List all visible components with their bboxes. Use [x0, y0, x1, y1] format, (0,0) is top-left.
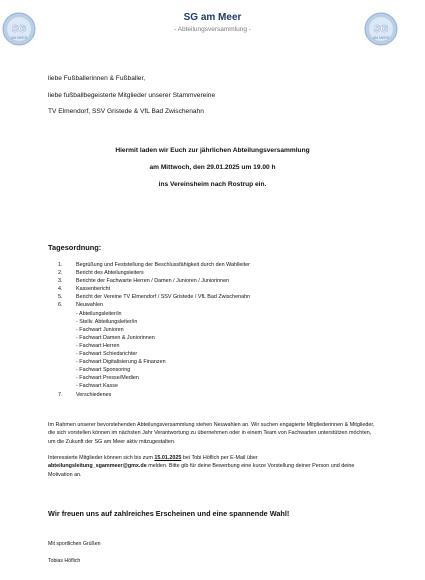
- election-role: - Fachwart Junioren: [76, 326, 124, 333]
- logo-left-text: SG: [11, 24, 27, 35]
- greeting-line-1: liebe Fußballerinnen & Fußballer,: [48, 75, 146, 82]
- election-item: [48, 374, 250, 382]
- signature-salutation: Mit sportlichen Grüßen: [48, 541, 101, 547]
- agenda-item-text: Kassenbericht: [76, 286, 111, 293]
- document-title: SG am Meer: [183, 12, 242, 23]
- agenda-title: Tagesordnung:: [48, 243, 102, 252]
- agenda-item-text: Begrüßung und Feststellung der Beschlussfähigkeit durch den Wahlleiter: [76, 262, 250, 268]
- election-role: - Fachwart Schiedsrichter: [76, 351, 138, 358]
- agenda-item: [48, 261, 250, 269]
- agenda-item-text: Bericht des Abteilungsleiters: [76, 270, 144, 277]
- agenda-item-number: 6.: [58, 302, 63, 309]
- greeting-line-2: liebe fußballbegeisterte Mitglieder unserer Stammvereine: [48, 92, 216, 99]
- agenda-item: [48, 285, 250, 293]
- logo-right-text: SG: [373, 24, 389, 35]
- deadline-date: 15.01.2025: [154, 455, 182, 461]
- election-item: [48, 318, 250, 326]
- agenda-item-number: 1.: [58, 262, 63, 268]
- election-item: [48, 342, 250, 350]
- election-item: [48, 382, 250, 390]
- election-role: - Stellv. Abteilungsleiter/in: [76, 318, 138, 325]
- agenda-item: [48, 391, 250, 399]
- invitation-date-line: am Mittwoch, den 29.01.2025 um 19.00 h: [149, 164, 276, 171]
- elections-paragraph: Im Rahmen unserer bevorstehenden Abteilungsversammlung stehen Neuwahlen an. Wir suchen engagierte Mitgliederinnen & Mitglieder, die sich vorstellen können im nächsten Jahr Verantwortung zu übernehmen oder in einem Team von Fachwarten unterstützen möchten, um die Zukunft der SG am Meer aktiv mitzugestalten.: [48, 422, 375, 445]
- election-role: - Fachwart Herren: [76, 342, 120, 349]
- application-paragraph: [48, 454, 378, 479]
- election-item: [48, 350, 250, 358]
- invitation-line-1: Hiermit laden wir Euch zur jährlichen Abteilungsversammlung: [115, 147, 310, 154]
- election-role: - Fachwart Kasse: [76, 383, 118, 390]
- application-text-2: bei Tobi Höflich per E-Mail über: [181, 455, 258, 461]
- election-role: - Fachwart Damen & Juniorinnen: [76, 334, 155, 341]
- election-item: [48, 334, 250, 342]
- election-item: [48, 358, 250, 366]
- agenda-item: [48, 301, 250, 309]
- closing-line: Wir freuen uns auf zahlreiches Erscheinen und eine spannende Wahl!: [48, 509, 290, 518]
- agenda-item: [48, 293, 250, 301]
- agenda-item-number: 4.: [58, 286, 63, 293]
- agenda-item: [48, 269, 250, 277]
- election-item: [48, 326, 250, 334]
- election-role: - Abteilungsleiter/in: [76, 310, 122, 317]
- agenda-item-number: 2.: [58, 270, 63, 277]
- application-text-3: melden. Bitte gib für deine Bewerbung eine kurze Vorstellung deiner Person und deine Motivation an.: [48, 463, 355, 478]
- agenda-item-text: Verschiedenes: [76, 391, 112, 398]
- agenda-item-text: Berichte der Fachwarte Herren / Damen / Junioren / Juniorinnen: [76, 278, 230, 285]
- agenda-item: [48, 277, 250, 285]
- agenda-item-number: 3.: [58, 278, 63, 285]
- agenda-item-text: Bericht der Vereine TV Elmendorf / SSV Gristede / VfL Bad Zwischenahn: [76, 294, 251, 301]
- document-subtitle: - Abteilungsversammlung -: [174, 26, 251, 33]
- logo-right-subtext: AM MEER: [372, 36, 390, 40]
- signature-name: Tobias Höflich: [48, 558, 81, 564]
- agenda-item-number: 7.: [58, 391, 63, 398]
- greeting-line-3: TV Elmendorf, SSV Gristede & VfL Bad Zwischenahn: [48, 108, 204, 115]
- application-text-1: Interessierte Mitglieder können sich bis zum: [48, 455, 155, 461]
- election-role: - Fachwart Sponsoring: [76, 367, 131, 374]
- agenda-list: [48, 261, 250, 399]
- logo-left-subtext: AM MEER: [10, 36, 28, 40]
- invitation-location-line: ins Vereinsheim nach Rostrup ein.: [158, 181, 267, 188]
- election-role: - Fachwart Digitalisierung & Finanzen: [76, 359, 166, 366]
- contact-email-link[interactable]: abteilungsleitung_sgammeer@gmx.de: [48, 463, 147, 470]
- election-role: - Fachwart Presse/Medien: [76, 375, 139, 382]
- election-item: [48, 310, 250, 318]
- agenda-item-number: 5.: [58, 294, 63, 301]
- agenda-item-text: Neuwahlen: [76, 302, 103, 309]
- election-item: [48, 366, 250, 374]
